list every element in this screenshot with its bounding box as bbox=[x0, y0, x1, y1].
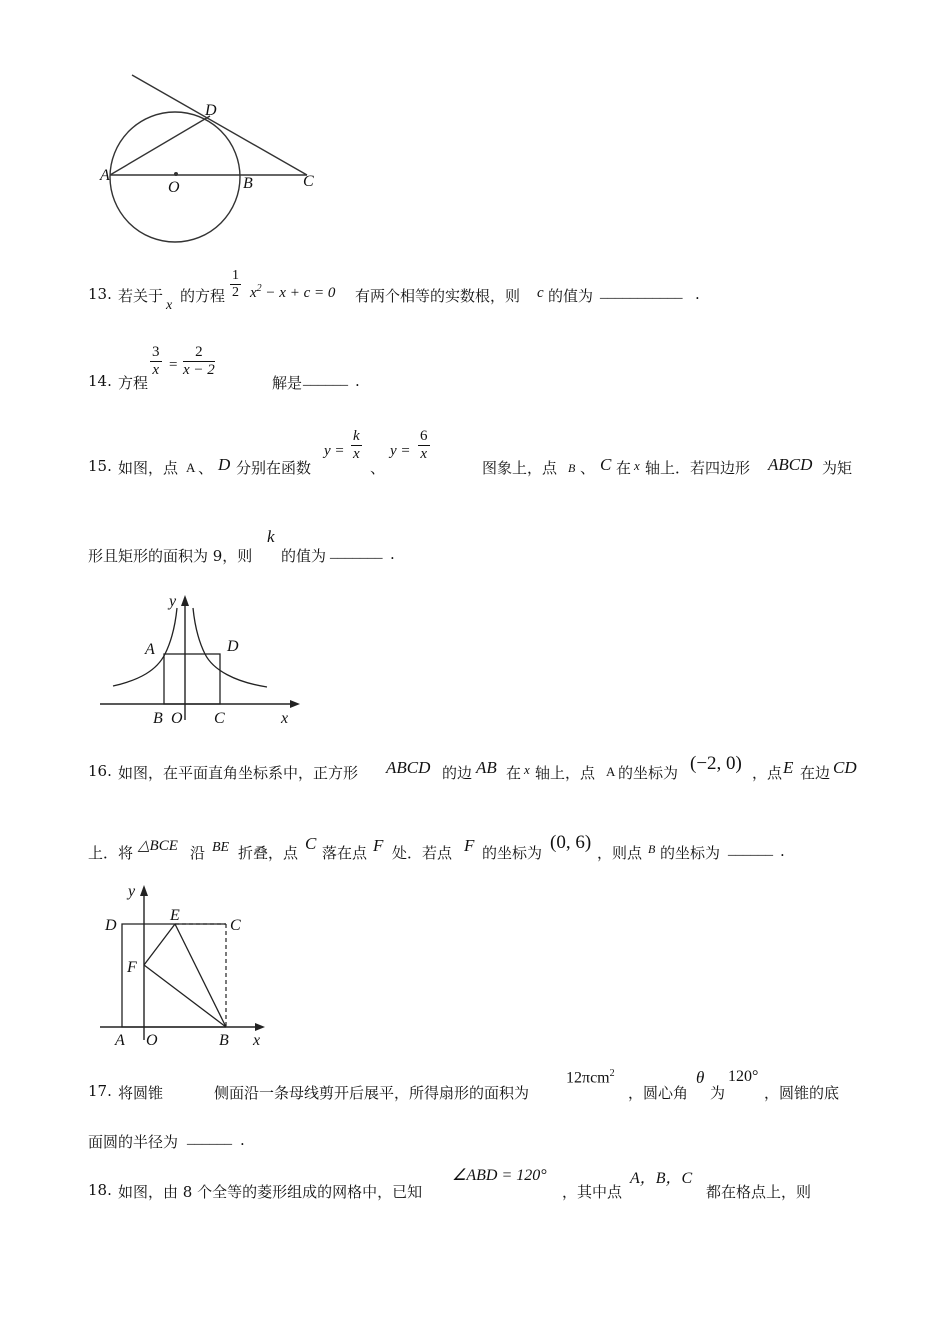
center-dot bbox=[174, 172, 178, 176]
q15-f1-den: x bbox=[353, 446, 360, 462]
q13-expr-x: x bbox=[250, 285, 257, 301]
q14-f1-num: 3 bbox=[152, 344, 160, 360]
y-axis-arrow bbox=[181, 595, 189, 606]
label-c: C bbox=[303, 173, 314, 190]
label-d: D bbox=[205, 102, 217, 119]
q15-var-k: k bbox=[267, 527, 275, 546]
label-e: E bbox=[170, 907, 180, 924]
q13-text-2: 的方程 bbox=[180, 287, 226, 305]
q17-text-5: ，圆锥的底 bbox=[764, 1084, 840, 1102]
q14-equals: = bbox=[169, 357, 178, 373]
label-o: O bbox=[171, 710, 183, 727]
label-a: A bbox=[100, 167, 110, 184]
q15-text-4: 在 bbox=[616, 459, 632, 477]
q16-point-a: A bbox=[606, 764, 616, 779]
q15-sep-3: 、 bbox=[580, 459, 596, 477]
q15-fraction-1 bbox=[351, 428, 362, 463]
q15-f1-num: k bbox=[353, 428, 360, 444]
q16-square: ABCD bbox=[386, 758, 431, 777]
label-f: F bbox=[127, 959, 137, 976]
label-y: y bbox=[169, 593, 177, 610]
q15-point-a: A bbox=[186, 460, 196, 475]
q16-line2-c: 折叠，点 bbox=[238, 844, 299, 862]
q17-end: . bbox=[240, 1131, 245, 1149]
q18-number: 18. bbox=[88, 1181, 112, 1199]
q17-text-4: 为 bbox=[710, 1084, 726, 1102]
q16-line2-g: ，则点 bbox=[597, 844, 643, 862]
q14-fraction-1 bbox=[150, 344, 162, 379]
q13-expr-rest: − x + c = 0 bbox=[261, 285, 336, 301]
q14-f1-den: x bbox=[152, 362, 160, 378]
q16-text-2: 的边 bbox=[442, 764, 473, 782]
q15-blank: _______ bbox=[330, 545, 383, 561]
label-c: C bbox=[230, 917, 241, 934]
label-b: B bbox=[219, 1032, 229, 1049]
q18-points: A，B，C bbox=[630, 1170, 693, 1187]
label-x: x bbox=[253, 1032, 261, 1049]
q15-number: 15. bbox=[88, 457, 112, 475]
q15-text-1: 如图，点 bbox=[118, 459, 179, 477]
q13-frac-num: 1 bbox=[232, 268, 239, 283]
q13-blank: ___________ bbox=[600, 285, 683, 301]
q15-line2-a: 形且矩形的面积为 9，则 bbox=[88, 547, 253, 565]
q18-angle: ∠ABD = 120° bbox=[452, 1167, 547, 1184]
q14-end: . bbox=[355, 372, 360, 390]
q18-text-1: 如图，由 8 个全等的菱形组成的网格中，已知 bbox=[118, 1183, 423, 1201]
q15-text-2: 分别在函数 bbox=[236, 459, 312, 477]
q16-text-4: 轴上，点 bbox=[535, 764, 596, 782]
tangent-line bbox=[132, 75, 307, 175]
q16-text-3: 在 bbox=[506, 764, 522, 782]
q15-end: . bbox=[390, 545, 395, 563]
q13-end: . bbox=[695, 285, 700, 303]
label-a: A bbox=[145, 641, 155, 658]
q16-side-ab: AB bbox=[476, 758, 497, 777]
q17-text-1: 将圆锥 bbox=[118, 1084, 164, 1102]
q16-line2-h: 的坐标为 bbox=[660, 844, 721, 862]
q15-sep-2: 、 bbox=[370, 459, 386, 477]
segment-ef bbox=[144, 924, 175, 965]
q12-figure bbox=[95, 70, 325, 250]
q14-f2-den: x − 2 bbox=[183, 362, 215, 378]
label-o: O bbox=[168, 179, 180, 196]
q17-text-2: 侧面沿一条母线剪开后展平，所得扇形的面积为 bbox=[214, 1084, 530, 1102]
q13-text-1: 若关于 bbox=[118, 287, 164, 305]
q16-line2-d: 落在点 bbox=[322, 844, 368, 862]
q18-text-2: ，其中点 bbox=[562, 1183, 623, 1201]
q15-f2-lhs: y = bbox=[390, 443, 411, 459]
y-axis-arrow bbox=[140, 885, 148, 896]
q15-sep-1: 、 bbox=[198, 459, 214, 477]
q15-quad: ABCD bbox=[768, 455, 813, 474]
q15-point-b: B bbox=[568, 461, 576, 475]
q14-blank: ______ bbox=[303, 372, 348, 388]
q15-f1-lhs: y = bbox=[324, 443, 345, 459]
q13-number: 13. bbox=[88, 285, 112, 303]
q16-text-6: ，点 bbox=[752, 764, 783, 782]
line-ad bbox=[110, 116, 210, 175]
q18-text-3: 都在格点上，则 bbox=[706, 1183, 812, 1201]
square-solid-sides bbox=[122, 924, 226, 1027]
q16-side-cd: CD bbox=[833, 758, 857, 777]
q17-line2: 面圆的半径为 bbox=[88, 1133, 179, 1151]
segment-fb bbox=[144, 965, 226, 1027]
label-a: A bbox=[115, 1032, 125, 1049]
q16-line2-f: 的坐标为 bbox=[482, 844, 543, 862]
q14-fraction-2 bbox=[183, 344, 215, 379]
q17-area bbox=[566, 1068, 615, 1087]
q17-angle: 120° bbox=[728, 1068, 759, 1085]
label-c: C bbox=[214, 710, 225, 727]
q17-theta: θ bbox=[696, 1068, 705, 1087]
label-o: O bbox=[146, 1032, 158, 1049]
q13-frac-den: 2 bbox=[232, 285, 239, 300]
q13-text-4: 的值为 bbox=[548, 287, 594, 305]
label-x: x bbox=[281, 710, 289, 727]
q13-var-c: c bbox=[537, 285, 544, 301]
q16-number: 16. bbox=[88, 762, 112, 780]
q16-point-f2: F bbox=[464, 836, 475, 855]
label-d: D bbox=[227, 638, 239, 655]
q16-coord-f: (0, 6) bbox=[550, 832, 592, 853]
label-b: B bbox=[153, 710, 163, 727]
q15-line2-b: 的值为 bbox=[281, 547, 327, 565]
q16-end: . bbox=[780, 842, 785, 860]
q15-var-x: x bbox=[634, 458, 640, 473]
q17-text-3: ，圆心角 bbox=[628, 1084, 689, 1102]
rect-abcd bbox=[164, 654, 220, 704]
q15-fraction-2 bbox=[418, 428, 430, 463]
q14-text-1: 方程 bbox=[118, 374, 149, 392]
q14-text-2: 解是 bbox=[272, 374, 303, 392]
q16-edge-be: BE bbox=[212, 840, 230, 855]
q15-text-5: 轴上．若四边形 bbox=[645, 459, 751, 477]
q16-line2-e: 处．若点 bbox=[392, 844, 453, 862]
q15-figure bbox=[95, 590, 305, 730]
q16-text-5: 的坐标为 bbox=[618, 764, 679, 782]
q16-triangle: △BCE bbox=[138, 838, 178, 854]
q14-f2-num: 2 bbox=[183, 344, 215, 362]
q16-coord-a: (−2, 0) bbox=[690, 753, 742, 774]
q13-expr-sup: 2 bbox=[256, 283, 262, 294]
q16-point-e: E bbox=[783, 758, 794, 777]
circle-o bbox=[110, 112, 240, 242]
q16-figure bbox=[95, 880, 275, 1055]
q16-text-1: 如图，在平面直角坐标系中，正方形 bbox=[118, 764, 359, 782]
q16-blank: ______ bbox=[728, 842, 773, 858]
q17-area-sup: 2 bbox=[609, 1068, 615, 1079]
q15-text-6: 为矩 bbox=[822, 459, 853, 477]
q15-text-3: 图象上，点 bbox=[482, 459, 558, 477]
q13-text-3: 有两个相等的实数根，则 bbox=[355, 287, 521, 305]
q16-text-7: 在边 bbox=[800, 764, 831, 782]
q17-area-value: 12πcm bbox=[566, 1069, 610, 1087]
q16-point-f: F bbox=[373, 836, 384, 855]
q16-var-x: x bbox=[524, 762, 530, 777]
q16-line2-b: 沿 bbox=[190, 844, 206, 862]
q13-fraction bbox=[230, 268, 241, 301]
label-b: B bbox=[243, 175, 253, 192]
x-axis-arrow bbox=[290, 700, 300, 708]
q15-f2-den: x bbox=[420, 446, 428, 462]
segment-eb bbox=[175, 924, 226, 1027]
q15-point-d: D bbox=[218, 455, 231, 474]
label-d: D bbox=[105, 917, 117, 934]
q14-number: 14. bbox=[88, 372, 112, 390]
label-y: y bbox=[128, 883, 136, 900]
q16-point-b: B bbox=[648, 842, 656, 856]
q15-point-c: C bbox=[600, 455, 612, 474]
q13-var-x: x bbox=[166, 298, 173, 313]
q17-blank: ______ bbox=[187, 1131, 232, 1147]
x-axis-arrow bbox=[255, 1023, 265, 1031]
q16-line2-a: 上．将 bbox=[88, 844, 134, 862]
q13-equation bbox=[250, 283, 335, 302]
q15-f2-num: 6 bbox=[420, 428, 428, 444]
q16-point-c: C bbox=[305, 834, 317, 853]
q17-number: 17. bbox=[88, 1082, 112, 1100]
